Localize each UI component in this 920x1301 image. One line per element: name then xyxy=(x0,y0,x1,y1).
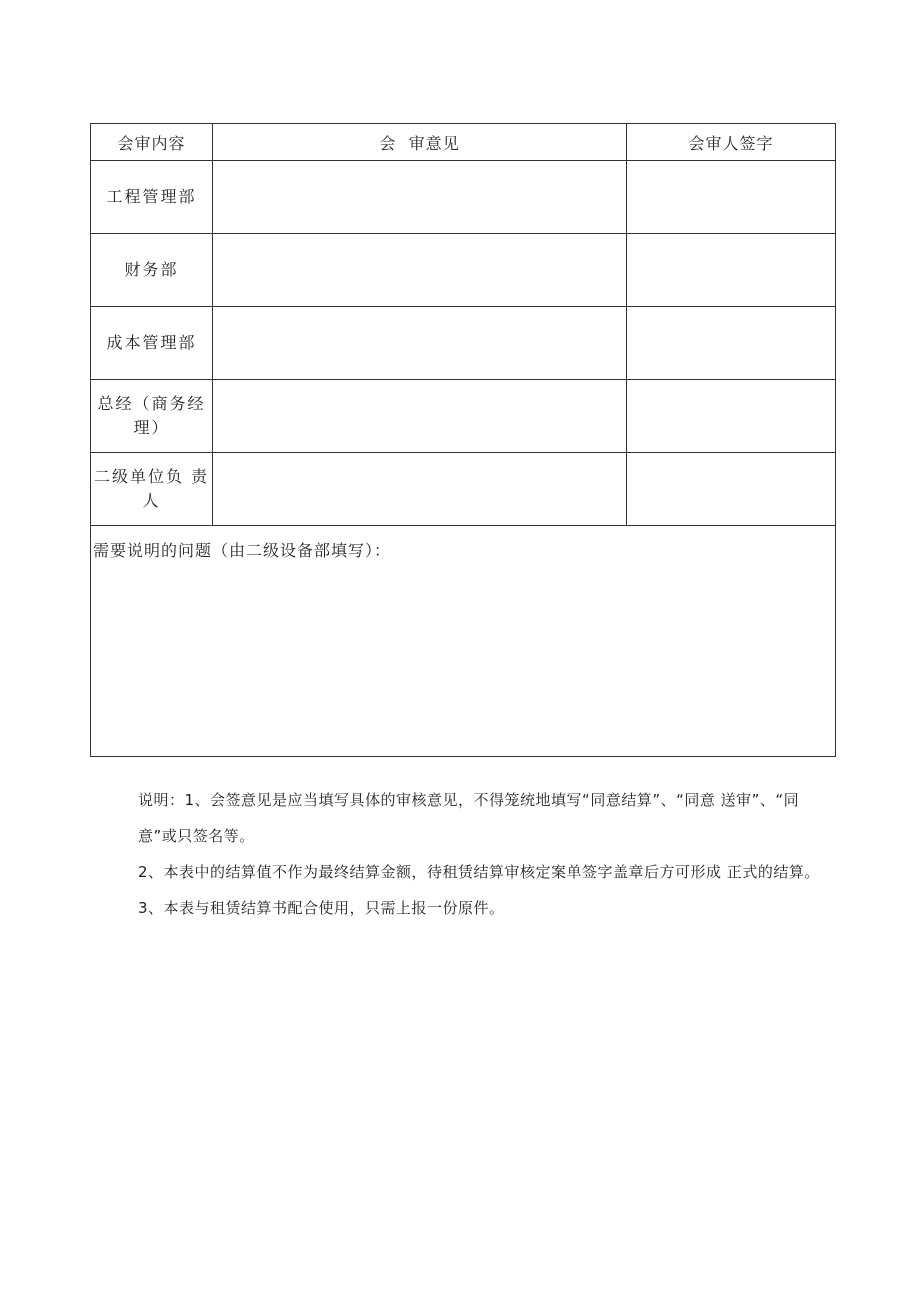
table-row xyxy=(91,307,836,380)
opinion-field-cost-management[interactable] xyxy=(213,307,627,380)
signature-field-general-manager[interactable] xyxy=(627,380,836,453)
opinion-field-engineering[interactable] xyxy=(213,161,627,234)
header-review-opinion: 会 审意见 xyxy=(213,124,627,161)
dept-finance: 财务部 xyxy=(91,234,213,307)
footnote-2: 2、本表中的结算值不作为最终结算金额，待租赁结算审核定案单签字盖章后方可形成 正式的结算。 xyxy=(138,863,820,881)
notes-row xyxy=(91,526,836,757)
dept-secondary-unit-head: 二级单位负 责人 xyxy=(91,453,213,526)
table-header-row xyxy=(91,124,836,161)
table-row xyxy=(91,453,836,526)
notes-label: 需要说明的问题（由二级设备部填写）： xyxy=(93,541,392,560)
opinion-field-finance[interactable] xyxy=(213,234,627,307)
signature-field-cost-management[interactable] xyxy=(627,307,836,380)
dept-engineering: 工程管理部 xyxy=(91,161,213,234)
opinion-field-secondary-unit-head[interactable] xyxy=(213,453,627,526)
signature-field-engineering[interactable] xyxy=(627,161,836,234)
table-row xyxy=(91,380,836,453)
dept-general-manager: 总经（商务经理） xyxy=(91,380,213,453)
footnotes xyxy=(138,782,828,926)
table-row xyxy=(91,161,836,234)
footnote-3: 3、本表与租赁结算书配合使用，只需上报一份原件。 xyxy=(138,899,505,917)
table-row xyxy=(91,234,836,307)
signature-field-finance[interactable] xyxy=(627,234,836,307)
opinion-field-general-manager[interactable] xyxy=(213,380,627,453)
signature-field-secondary-unit-head[interactable] xyxy=(627,453,836,526)
review-table xyxy=(90,123,836,757)
notes-field[interactable] xyxy=(91,526,836,757)
dept-cost-management: 成本管理部 xyxy=(91,307,213,380)
header-reviewer-signature: 会审人签字 xyxy=(627,124,836,161)
footnote-1: 说明：1、会签意见是应当填写具体的审核意见，不得笼统地填写“同意结算”、“同意 送审”、“同意”或只签名等。 xyxy=(138,791,800,845)
header-review-content: 会审内容 xyxy=(91,124,213,161)
